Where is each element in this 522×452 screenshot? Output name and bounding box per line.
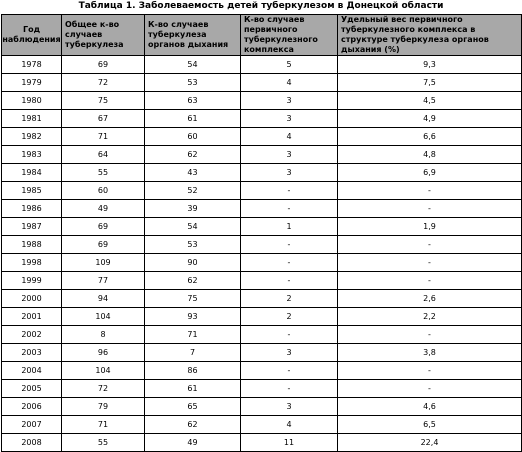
cell-primary-complex-share: -: [338, 182, 522, 200]
cell-respiratory-cases: 43: [145, 164, 241, 182]
table-caption: Таблица 1. Заболеваемость детей туберкулезом в Донецкой области: [78, 1, 444, 11]
cell-total-cases: 67: [62, 110, 145, 128]
cell-primary-complex-share: 4,5: [338, 92, 522, 110]
cell-year: 2006: [2, 398, 62, 416]
table-row: [2, 56, 522, 74]
cell-year: 1979: [2, 74, 62, 92]
table-row: [2, 218, 522, 236]
table-row: [2, 398, 522, 416]
table-row: [2, 146, 522, 164]
cell-respiratory-cases: 75: [145, 290, 241, 308]
cell-total-cases: 69: [62, 236, 145, 254]
table-row: [2, 200, 522, 218]
cell-respiratory-cases: 62: [145, 272, 241, 290]
header-year: Год наблюдения: [2, 15, 62, 56]
cell-primary-complex-share: 2,6: [338, 290, 522, 308]
cell-total-cases: 104: [62, 308, 145, 326]
cell-total-cases: 72: [62, 380, 145, 398]
cell-primary-complex-share: -: [338, 236, 522, 254]
cell-primary-complex-cases: -: [241, 380, 338, 398]
cell-total-cases: 60: [62, 182, 145, 200]
table-body: [2, 56, 522, 452]
cell-total-cases: 55: [62, 434, 145, 452]
cell-year: 1980: [2, 92, 62, 110]
cell-respiratory-cases: 86: [145, 362, 241, 380]
cell-year: 2007: [2, 416, 62, 434]
cell-year: 2003: [2, 344, 62, 362]
cell-respiratory-cases: 53: [145, 236, 241, 254]
cell-primary-complex-share: -: [338, 272, 522, 290]
cell-year: 2002: [2, 326, 62, 344]
cell-respiratory-cases: 93: [145, 308, 241, 326]
table-row: [2, 164, 522, 182]
cell-total-cases: 8: [62, 326, 145, 344]
table-row: [2, 362, 522, 380]
cell-primary-complex-cases: 3: [241, 146, 338, 164]
cell-primary-complex-cases: 4: [241, 74, 338, 92]
cell-respiratory-cases: 62: [145, 416, 241, 434]
table-row: [2, 434, 522, 452]
cell-year: 1978: [2, 56, 62, 74]
cell-primary-complex-share: 7,5: [338, 74, 522, 92]
cell-total-cases: 104: [62, 362, 145, 380]
cell-year: 1984: [2, 164, 62, 182]
cell-primary-complex-share: 6,6: [338, 128, 522, 146]
cell-primary-complex-cases: 3: [241, 110, 338, 128]
table-header: [2, 15, 522, 56]
cell-primary-complex-cases: 2: [241, 308, 338, 326]
cell-primary-complex-cases: 3: [241, 398, 338, 416]
table-row: [2, 74, 522, 92]
cell-respiratory-cases: 61: [145, 380, 241, 398]
cell-year: 2004: [2, 362, 62, 380]
cell-total-cases: 71: [62, 416, 145, 434]
cell-respiratory-cases: 90: [145, 254, 241, 272]
cell-respiratory-cases: 54: [145, 218, 241, 236]
cell-primary-complex-cases: -: [241, 326, 338, 344]
cell-primary-complex-share: -: [338, 200, 522, 218]
cell-year: 2000: [2, 290, 62, 308]
table-row: [2, 416, 522, 434]
table-row: [2, 236, 522, 254]
cell-respiratory-cases: 54: [145, 56, 241, 74]
table-row: [2, 254, 522, 272]
cell-respiratory-cases: 7: [145, 344, 241, 362]
table-row: [2, 308, 522, 326]
cell-primary-complex-cases: 3: [241, 344, 338, 362]
cell-primary-complex-share: 6,5: [338, 416, 522, 434]
cell-total-cases: 55: [62, 164, 145, 182]
cell-primary-complex-share: -: [338, 362, 522, 380]
cell-total-cases: 69: [62, 218, 145, 236]
cell-primary-complex-share: 6,9: [338, 164, 522, 182]
cell-year: 1986: [2, 200, 62, 218]
cell-year: 1999: [2, 272, 62, 290]
cell-respiratory-cases: 52: [145, 182, 241, 200]
cell-respiratory-cases: 71: [145, 326, 241, 344]
cell-primary-complex-share: 4,6: [338, 398, 522, 416]
cell-year: 1987: [2, 218, 62, 236]
cell-total-cases: 109: [62, 254, 145, 272]
incidence-table: [1, 14, 522, 452]
header-respiratory-cases: К-во случаев туберкулеза органов дыхания: [145, 15, 241, 56]
cell-primary-complex-cases: -: [241, 272, 338, 290]
cell-primary-complex-cases: 3: [241, 164, 338, 182]
cell-year: 1982: [2, 128, 62, 146]
cell-primary-complex-cases: -: [241, 362, 338, 380]
cell-primary-complex-share: 3,8: [338, 344, 522, 362]
cell-respiratory-cases: 53: [145, 74, 241, 92]
cell-primary-complex-share: 1,9: [338, 218, 522, 236]
table-row: [2, 344, 522, 362]
cell-respiratory-cases: 61: [145, 110, 241, 128]
cell-total-cases: 94: [62, 290, 145, 308]
cell-year: 2001: [2, 308, 62, 326]
cell-primary-complex-share: 4,8: [338, 146, 522, 164]
cell-total-cases: 64: [62, 146, 145, 164]
cell-total-cases: 72: [62, 74, 145, 92]
cell-respiratory-cases: 65: [145, 398, 241, 416]
cell-primary-complex-share: -: [338, 326, 522, 344]
header-primary-complex-share: Удельный вес первичного туберкулезного комплекса в структуре туберкулеза органов дыхания (%): [338, 15, 522, 56]
cell-primary-complex-cases: -: [241, 200, 338, 218]
cell-primary-complex-cases: 5: [241, 56, 338, 74]
cell-total-cases: 96: [62, 344, 145, 362]
cell-total-cases: 69: [62, 56, 145, 74]
cell-primary-complex-share: 4,9: [338, 110, 522, 128]
cell-primary-complex-cases: -: [241, 182, 338, 200]
cell-total-cases: 75: [62, 92, 145, 110]
table-row: [2, 110, 522, 128]
cell-primary-complex-cases: -: [241, 254, 338, 272]
cell-primary-complex-share: -: [338, 254, 522, 272]
cell-respiratory-cases: 63: [145, 92, 241, 110]
cell-year: 1998: [2, 254, 62, 272]
table-row: [2, 380, 522, 398]
header-row: [2, 15, 522, 56]
cell-total-cases: 79: [62, 398, 145, 416]
cell-primary-complex-share: 2,2: [338, 308, 522, 326]
cell-year: 1985: [2, 182, 62, 200]
cell-primary-complex-cases: 2: [241, 290, 338, 308]
cell-year: 2008: [2, 434, 62, 452]
cell-total-cases: 49: [62, 200, 145, 218]
cell-primary-complex-cases: -: [241, 236, 338, 254]
cell-primary-complex-share: 22,4: [338, 434, 522, 452]
cell-primary-complex-share: -: [338, 380, 522, 398]
cell-primary-complex-cases: 3: [241, 92, 338, 110]
table-row: [2, 326, 522, 344]
cell-primary-complex-cases: 4: [241, 416, 338, 434]
cell-respiratory-cases: 49: [145, 434, 241, 452]
cell-year: 1988: [2, 236, 62, 254]
header-total-cases: Общее к-во случаев туберкулеза: [62, 15, 145, 56]
header-primary-complex-cases: К-во случаев первичного туберкулезного комплекса: [241, 15, 338, 56]
cell-total-cases: 77: [62, 272, 145, 290]
cell-total-cases: 71: [62, 128, 145, 146]
cell-respiratory-cases: 39: [145, 200, 241, 218]
cell-respiratory-cases: 60: [145, 128, 241, 146]
cell-primary-complex-cases: 11: [241, 434, 338, 452]
cell-primary-complex-cases: 1: [241, 218, 338, 236]
table-row: [2, 290, 522, 308]
cell-year: 1983: [2, 146, 62, 164]
cell-respiratory-cases: 62: [145, 146, 241, 164]
table-row: [2, 92, 522, 110]
cell-primary-complex-share: 9,3: [338, 56, 522, 74]
table-row: [2, 128, 522, 146]
cell-year: 1981: [2, 110, 62, 128]
cell-year: 2005: [2, 380, 62, 398]
table-row: [2, 182, 522, 200]
cell-primary-complex-cases: 4: [241, 128, 338, 146]
table-row: [2, 272, 522, 290]
